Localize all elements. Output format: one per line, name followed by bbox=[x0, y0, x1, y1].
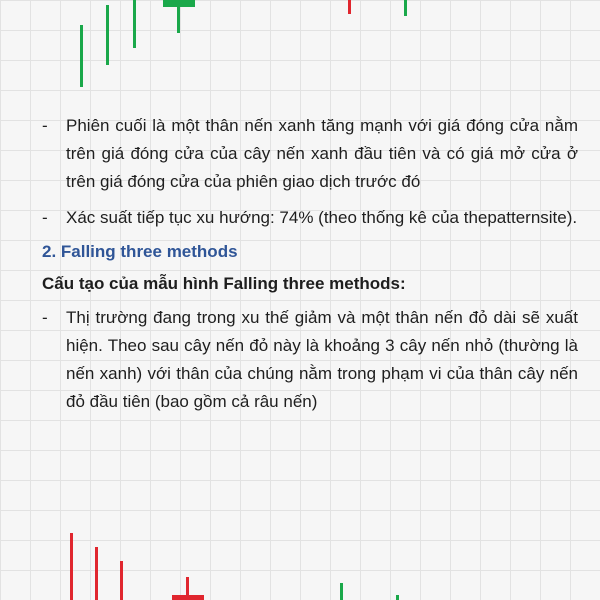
subheading: Cấu tạo của mẫu hình Falling three methods: bbox=[42, 274, 406, 293]
bullet-text: Phiên cuối là một thân nến xanh tăng mạnh với giá đóng cửa nằm trên giá đóng cửa của cây nến xanh đầu tiên và có giá mở cửa ở trên giá đóng cửa của phiên giao dịch trước đó bbox=[66, 116, 578, 191]
bullet-dash: - bbox=[42, 308, 48, 327]
candle-wick bbox=[177, 5, 180, 33]
candle-wick bbox=[340, 583, 343, 600]
candle-wick bbox=[348, 0, 351, 14]
candle-wick bbox=[70, 533, 73, 600]
candle-wick bbox=[404, 0, 407, 16]
candle-body bbox=[172, 595, 204, 600]
bullet-item bbox=[38, 204, 578, 232]
bullet-dash: - bbox=[42, 208, 48, 227]
candle-wick bbox=[80, 25, 83, 87]
bullet-list-top bbox=[38, 112, 578, 232]
bullet-dash: - bbox=[42, 116, 48, 135]
candle-wick bbox=[95, 547, 98, 600]
section-title: 2. Falling three methods bbox=[42, 242, 238, 261]
candle-wick bbox=[120, 561, 123, 600]
candlestick-chart-top bbox=[0, 0, 600, 95]
article-content bbox=[38, 112, 578, 416]
bullet-text: Xác suất tiếp tục xu hướng: 74% (theo thống kê của thepatternsite). bbox=[66, 208, 578, 227]
bullet-item bbox=[38, 112, 578, 196]
bullet-text: Thị trường đang trong xu thế giảm và một thân nến đỏ dài sẽ xuất hiện. Theo sau cây nến đỏ này là khoảng 3 cây nến nhỏ (thường là nến xanh) với thân của chúng nằm trong phạm vi của thân cây nến đỏ đầu tiên (bao gồm cả râu nến) bbox=[66, 308, 578, 411]
candle-wick bbox=[133, 0, 136, 48]
candle-wick bbox=[396, 595, 399, 600]
bullet-item bbox=[38, 304, 578, 416]
bullet-list-bottom bbox=[38, 304, 578, 416]
candle-wick bbox=[106, 5, 109, 65]
candlestick-chart-bottom bbox=[0, 525, 600, 600]
